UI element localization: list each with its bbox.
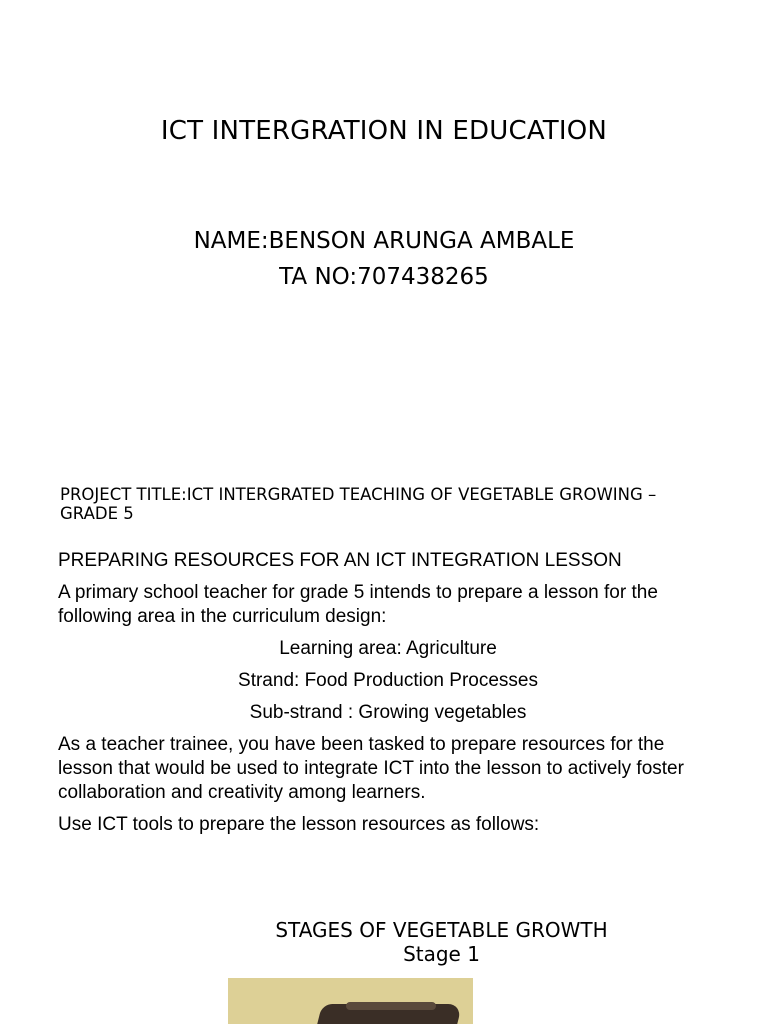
- intro-paragraph: A primary school teacher for grade 5 intends to prepare a lesson for the following area in the curriculum design:: [58, 582, 658, 627]
- document-body: [58, 549, 718, 845]
- stage-label: Stage 1: [403, 942, 480, 966]
- section-heading: PREPARING RESOURCES FOR AN ICT INTEGRATION LESSON: [58, 550, 622, 571]
- strand-line: Strand: Food Production Processes: [238, 670, 538, 691]
- student-name: NAME:BENSON ARUNGA AMBALE: [193, 228, 575, 254]
- project-title: PROJECT TITLE:ICT INTERGRATED TEACHING OF VEGETABLE GROWING –GRADE 5: [60, 485, 657, 523]
- sub-strand-line: Sub-strand : Growing vegetables: [249, 702, 527, 723]
- task-paragraph: As a teacher trainee, you have been tasked to prepare resources for the lesson that would be used to integrate ICT into the lesson to actively foster collaboration and creativity among learners.: [58, 734, 684, 803]
- ta-number: TA NO:707438265: [279, 264, 489, 290]
- document-title: ICT INTERGRATION IN EDUCATION: [160, 116, 608, 146]
- instruction-paragraph: Use ICT tools to prepare the lesson resources as follows:: [58, 814, 540, 835]
- stages-heading: STAGES OF VEGETABLE GROWTH: [275, 918, 608, 942]
- stages-caption: [220, 918, 663, 966]
- soil-highlight-shape: [346, 1002, 436, 1010]
- stage-1-image: [228, 978, 473, 1024]
- learning-area-line: Learning area: Agriculture: [279, 638, 497, 659]
